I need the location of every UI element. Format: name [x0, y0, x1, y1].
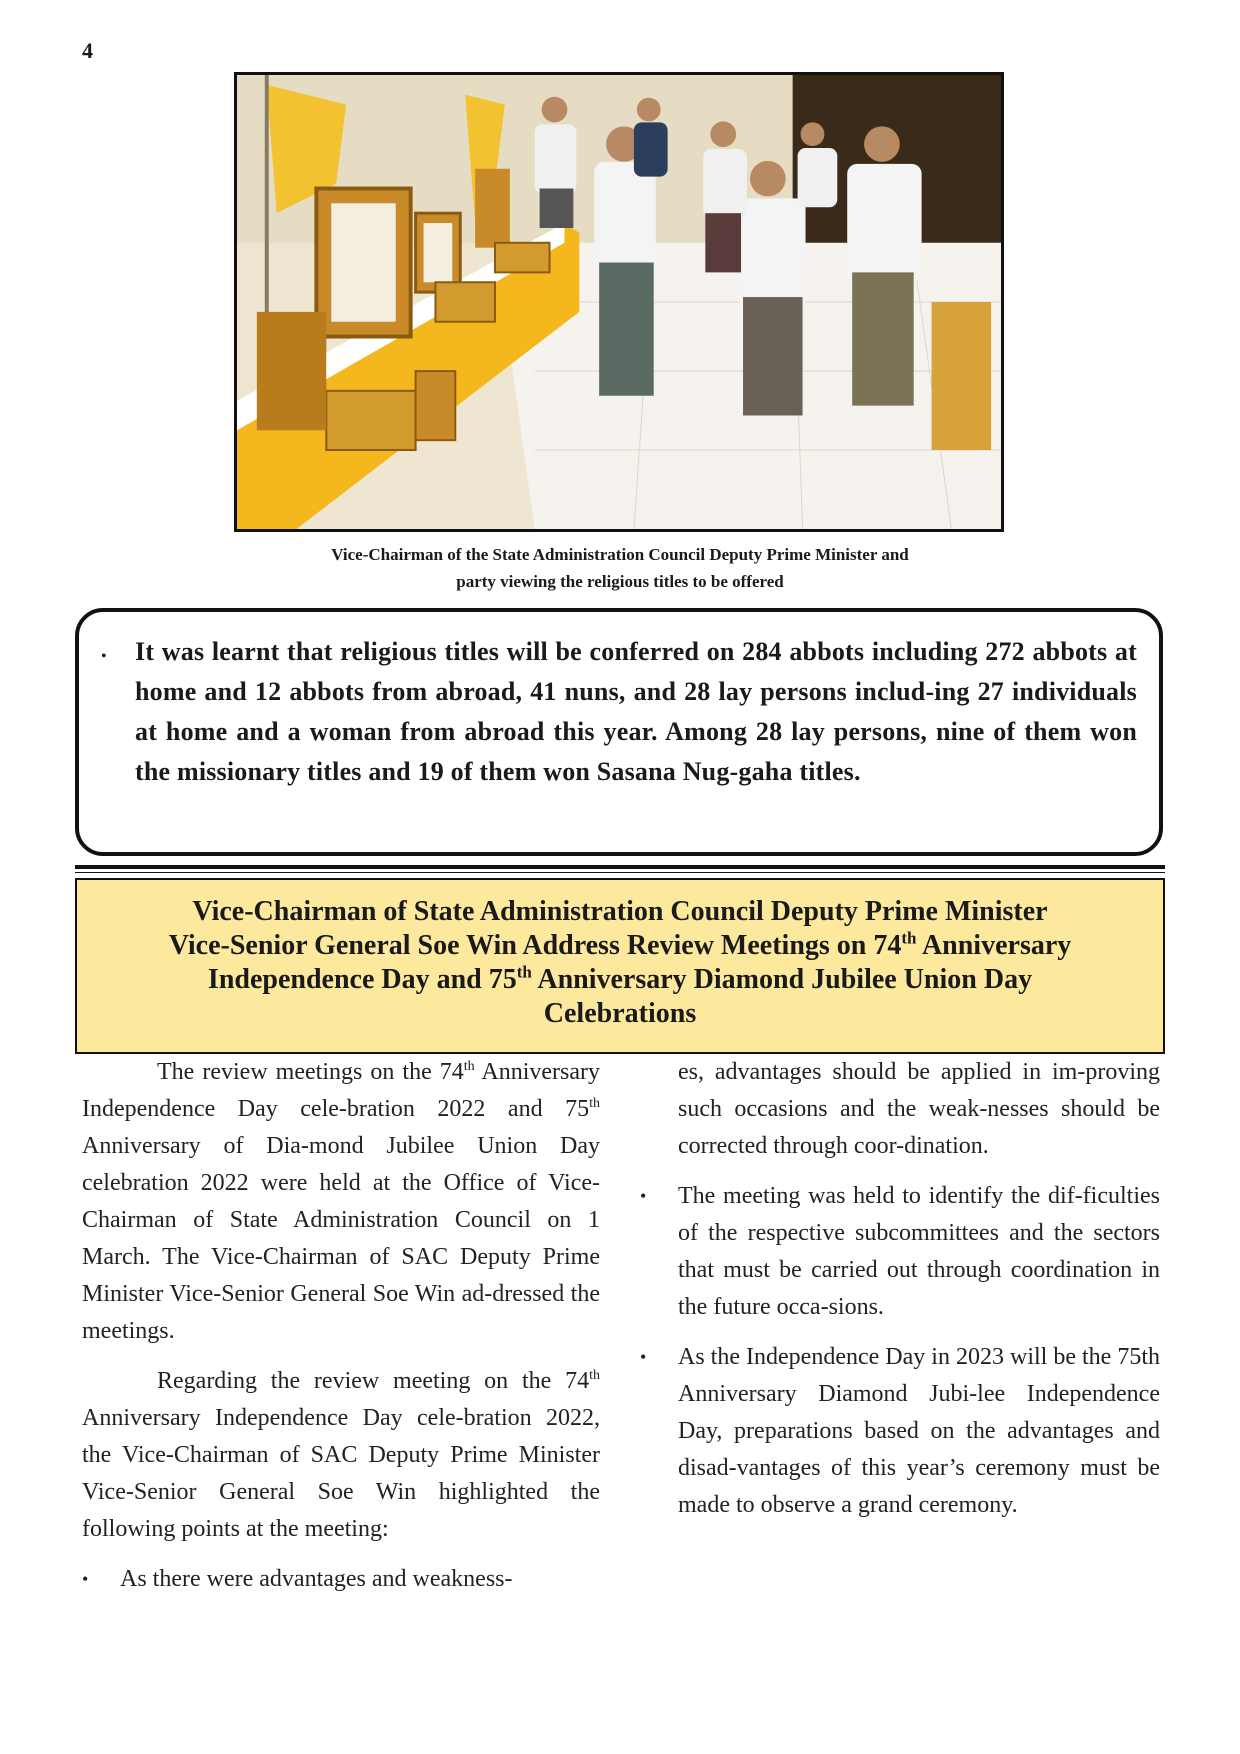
headline-box	[75, 878, 1165, 1054]
highlight-text: It was learnt that religious titles will be conferred on 284 abbots including 272 abbots at home and 12 abbots from abroad, 41 nuns, and 28 lay persons includ-ing 27 individuals at home and a woman from abroad this year. Among 28 lay persons, nine of them won the missionary titles and 19 of them won Sasana Nug-gaha titles.	[135, 637, 1137, 786]
paragraph-2-text: Regarding the review meeting on the 74	[157, 1368, 590, 1394]
divider-rule	[75, 865, 1165, 869]
page-number: 4	[82, 38, 93, 63]
headline-line-1: Vice-Chairman of State Administration Council Deputy Prime Minister	[192, 896, 1048, 927]
photo-caption-line-1: Vice-Chairman of the State Administration Council Deputy Prime Minister and	[331, 545, 909, 564]
headline-line-2-text-end: Anniversary	[916, 930, 1072, 961]
headline-line-3-text-end: Anniversary Diamond Jubilee Union Day	[531, 964, 1033, 995]
paragraph-2	[82, 1363, 600, 1548]
bullet-item-2-text: The meeting was held to identify the dif-ficulties of the respective subcommittees and the sectors that must be carried out through coordination in the future occa-sions.	[678, 1183, 1160, 1320]
paragraph-2-text-2: Anniversary Independence Day cele-bration 2022, the Vice-Chairman of SAC Deputy Prime Minister Vice-Senior General Soe Win highlighted the following points at the meeting:	[82, 1405, 600, 1542]
bullet-item-1-text: As there were advantages and weakness-	[120, 1566, 513, 1592]
headline-line-3	[77, 963, 1163, 997]
headline-superscript: th	[516, 962, 532, 982]
photo-caption	[200, 541, 1040, 595]
paragraph-1	[82, 1054, 600, 1350]
photo-caption-line-2: party viewing the religious titles to be offered	[456, 572, 784, 591]
paragraph-1-text-2: Anniversary Independence Day cele-bration 2022 and 75	[82, 1059, 600, 1122]
bullet-icon: •	[101, 648, 107, 665]
headline-line-4: Celebrations	[543, 998, 697, 1029]
headline-line-2-text: Vice-Senior General Soe Win Address Review Meetings on 74	[168, 930, 902, 961]
bullet-item-3	[640, 1339, 1160, 1524]
headline-line-2	[77, 929, 1163, 963]
paragraph-1-text-3: Anniversary of Dia-mond Jubilee Union Day celebration 2022 were held at the Office of Vice-Chairman of State Administration Council on 1 March. The Vice-Chairman of SAC Deputy Prime Minister Vice-Senior General Soe Win ad-dressed the meetings.	[82, 1133, 600, 1344]
bullet-icon: •	[640, 1347, 647, 1367]
bullet-icon: •	[640, 1186, 647, 1206]
headline-superscript: th	[901, 928, 917, 948]
bullet-item-1-continued: es, advantages should be applied in im-proving such occasions and the weak-nesses should be corrected through coor-dination.	[678, 1059, 1160, 1159]
highlight-box	[75, 608, 1163, 856]
bullet-item-2	[640, 1178, 1160, 1326]
photo-illustration	[237, 75, 1001, 529]
divider-rule-thin	[75, 872, 1165, 873]
superscript: th	[589, 1096, 600, 1111]
news-photo	[234, 72, 1004, 532]
bullet-icon: •	[82, 1569, 89, 1589]
bullet-item-1	[82, 1561, 600, 1598]
right-column	[640, 1054, 1160, 1537]
left-column	[82, 1054, 600, 1611]
headline-line-3-text: Independence Day and 75	[207, 964, 517, 995]
superscript: th	[463, 1059, 475, 1074]
bullet-item-3-text: As the Independence Day in 2023 will be the 75th Anniversary Diamond Jubi-lee Independence Day, preparations based on the advantages and disad-vantages of this year’s ceremony must be made to observe a grand ceremony.	[678, 1344, 1160, 1518]
superscript: th	[589, 1368, 600, 1383]
paragraph-1-text: The review meetings on the 74	[157, 1059, 464, 1085]
